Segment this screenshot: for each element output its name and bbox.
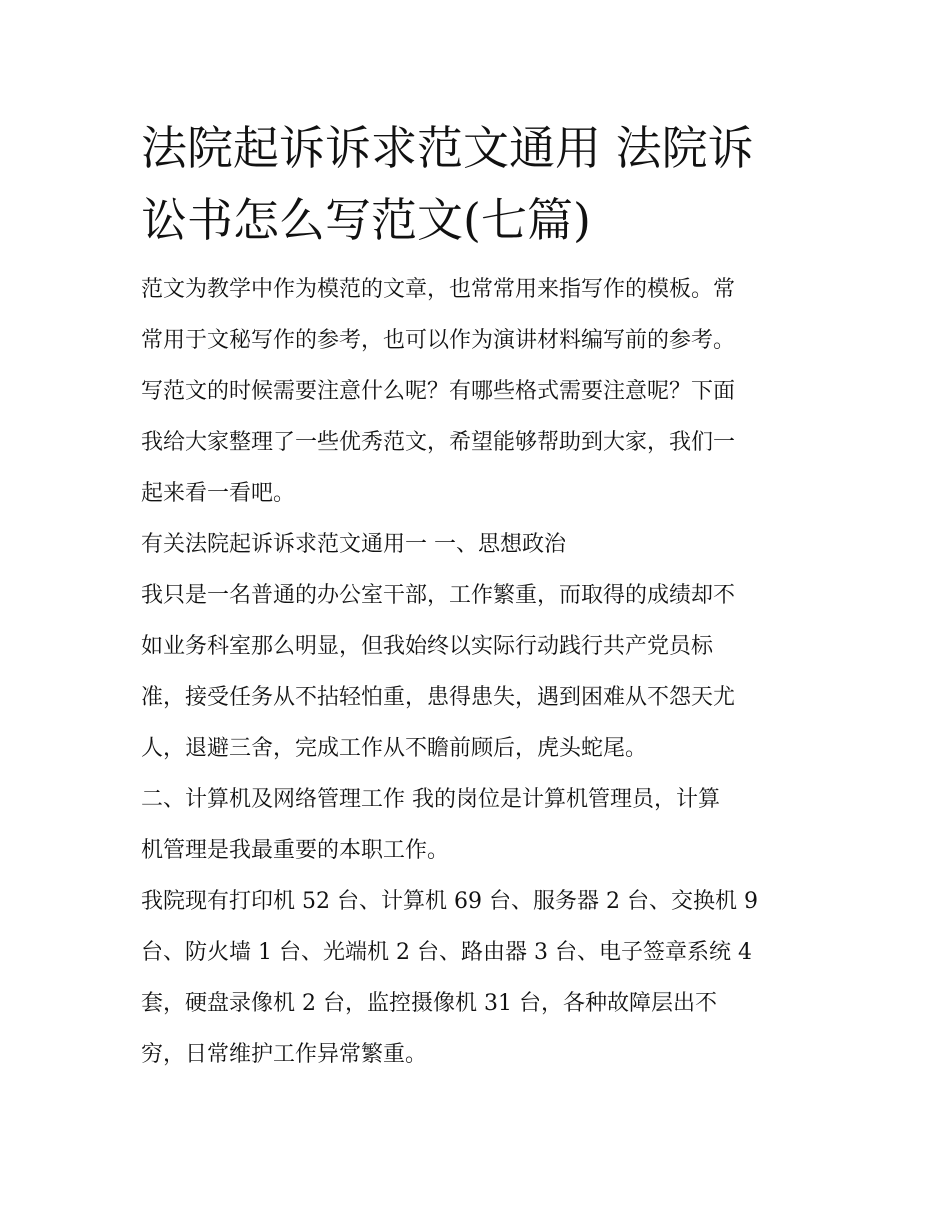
document-body (141, 264, 813, 1080)
paragraph-section-heading: 有关法院起诉诉求范文通用一 一、思想政治 (141, 532, 566, 557)
paragraph-equipment: 我院现有打印机 52 台、计算机 69 台、服务器 2 台、交换机 9 台、防火墙 1 台、光端机 2 台、路由器 3 台、电子签章系统 4 套，硬盘录像机 2 台，监控摄像机 31 台，各种故障层出不 穷，日常维护工作异常繁重。 (141, 889, 758, 1067)
paragraph-computer-network: 二、计算机及网络管理工作 我的岗位是计算机管理员，计算 机管理是我最重要的本职工作。 (141, 787, 720, 863)
document-content (141, 112, 813, 1080)
paragraph-political: 我只是一名普通的办公室干部，工作繁重，而取得的成绩却不 如业务科室那么明显，但我始终以实际行动践行共产党员标 准，接受任务从不拈轻怕重，患得患失，遇到困难从不怨天尤 人，退避三舍，完成工作从不瞻前顾后，虎头蛇尾。 (141, 583, 736, 761)
document-title: 法院起诉诉求范文通用 法院诉 讼书怎么写范文(七篇) (141, 121, 754, 247)
paragraph-intro: 范文为教学中作为模范的文章，也常常用来指写作的模板。常 常用于文秘写作的参考，也可以作为演讲材料编写前的参考。 写范文的时候需要注意什么呢？有哪些格式需要注意呢？下面 我给大家整理了一些优秀范文，希望能够帮助到大家，我们一 起来看一看吧。 (141, 277, 736, 506)
